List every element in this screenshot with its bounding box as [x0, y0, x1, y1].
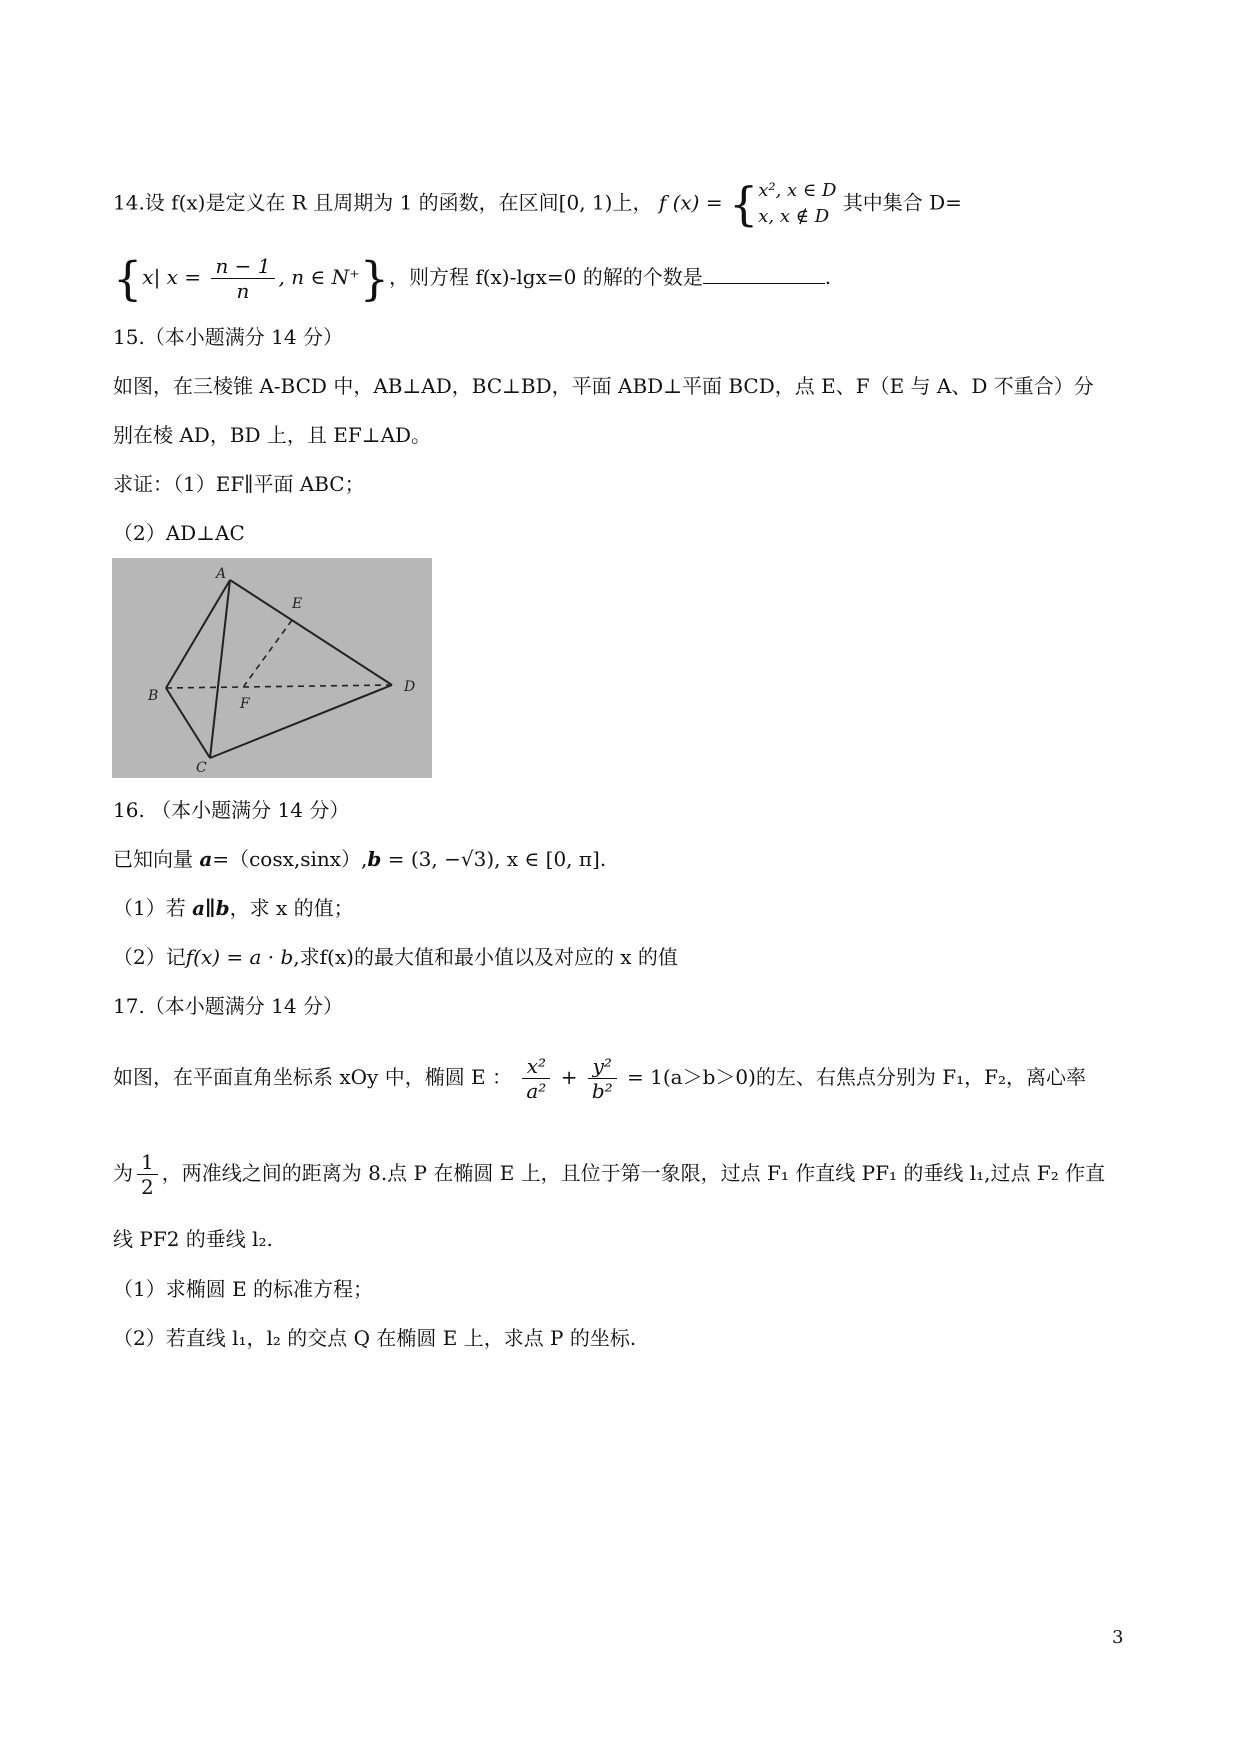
- q17-line1: [113, 1054, 1086, 1103]
- q14-text-c: 其中集合 D=: [842, 190, 962, 215]
- label-F: F: [240, 696, 250, 712]
- edge-CD: [210, 685, 392, 758]
- q17-half-den: 2: [141, 1175, 154, 1199]
- q14-interval: [0, 1): [558, 190, 613, 215]
- q14-f-lhs: f (x) =: [658, 190, 723, 215]
- q17-fraction-y: [588, 1054, 617, 1103]
- edge-BC: [166, 688, 210, 758]
- q15-line1: 如图，在三棱锥 A-BCD 中，AB⊥AD，BC⊥BD，平面 ABD⊥平面 BCD，点 E、F（E 与 A、D 不重合）分: [113, 374, 1094, 398]
- q14-text-a: 14.设 f(x)是定义在 R 且周期为 1 的函数，在区间: [113, 190, 559, 215]
- q15-line2: 别在棱 AD，BD 上，且 EF⊥AD。: [113, 423, 432, 447]
- edge-AC: [210, 580, 230, 758]
- q16-vector-a: a: [199, 847, 213, 871]
- q15-tetrahedron-figure: [112, 558, 432, 778]
- q16-p1-suffix: ，求 x 的值；: [229, 896, 354, 920]
- q14-cases-brace: {: [728, 177, 759, 231]
- q17-half-num: 1: [137, 1150, 158, 1175]
- q16-vector-b: b: [367, 847, 382, 871]
- label-E: E: [292, 596, 303, 612]
- q14-cases: [758, 178, 836, 230]
- q17-part1: （1）求椭圆 E 的标准方程；: [113, 1277, 374, 1301]
- q17-frac2-num: y²: [588, 1054, 617, 1079]
- q16-given-prefix: 已知向量: [113, 847, 200, 871]
- q17-header: 17.（本小题满分 14 分）: [113, 994, 343, 1018]
- q14-set-brace-left: {: [113, 251, 143, 306]
- label-D: D: [404, 679, 416, 695]
- q14-set-fraction: [211, 254, 274, 303]
- q17-frac1-num: x²: [522, 1054, 550, 1079]
- q17-l1-suffix: 的左、右焦点分别为 F₁，F₂，离心率: [755, 1065, 1087, 1089]
- q14-text-b: 上，: [612, 190, 653, 215]
- q14-answer-blank: [703, 263, 825, 284]
- q14-set-bar: |: [153, 265, 161, 289]
- q16-p2-suffix: ,求f(x)的最大值和最小值以及对应的 x 的值: [293, 945, 678, 969]
- q17-frac1-den: a²: [526, 1079, 547, 1103]
- q14-set-brace-right: }: [359, 251, 389, 306]
- q17-l1-prefix: 如图，在平面直角坐标系 xOy 中，椭圆 E ：: [113, 1065, 513, 1089]
- q15-figure-svg: [112, 558, 432, 778]
- q17-line2: [113, 1150, 1105, 1199]
- q16-p2-prefix: （2）记: [113, 945, 186, 969]
- q17-l2-prefix: 为: [113, 1161, 133, 1185]
- q14-line2: [113, 251, 832, 306]
- q16-p1-prefix: （1）若: [113, 896, 193, 920]
- q14-line1: [113, 178, 962, 230]
- edge-AD: [230, 580, 392, 685]
- q14-blank-end: .: [824, 265, 832, 289]
- q16-part1: [113, 894, 354, 922]
- q17-line3: 线 PF2 的垂线 l₂.: [113, 1227, 273, 1251]
- q15-proof1: 求证：（1）EF∥平面 ABC；: [113, 472, 365, 496]
- q14-case1: x², x ∈ D: [758, 180, 837, 201]
- q16-part2: [113, 943, 678, 971]
- q17-l1-eq: = 1(a＞b＞0): [627, 1065, 756, 1089]
- q14-set-num: n − 1: [211, 254, 274, 279]
- q14-set-eq: x =: [166, 265, 202, 289]
- q16-given-rest: =（cosx,sinx）,: [212, 847, 368, 871]
- label-C: C: [196, 760, 207, 776]
- q16-given-tail: = (3, −√3), x ∈ [0, π].: [381, 847, 607, 871]
- q15-header: 15.（本小题满分 14 分）: [113, 325, 343, 349]
- q17-plus: +: [560, 1065, 578, 1089]
- q17-fraction-x: [522, 1054, 550, 1103]
- q16-given: [113, 845, 606, 873]
- q14-text-d: ，则方程 f(x)-lgx=0 的解的个数是: [388, 265, 703, 289]
- q16-p1-expr: a∥b: [192, 896, 230, 920]
- page-number: 3: [1112, 1627, 1124, 1648]
- q16-header: 16. （本小题满分 14 分）: [113, 798, 350, 822]
- q17-part2: （2）若直线 l₁，l₂ 的交点 Q 在椭圆 E 上，求点 P 的坐标.: [113, 1326, 637, 1350]
- edge-BD-hidden: [166, 685, 392, 688]
- label-B: B: [148, 688, 159, 704]
- label-A: A: [216, 566, 227, 582]
- q14-case2: x, x ∉ D: [758, 206, 830, 227]
- q17-l2-text: ，两准线之间的距离为 8.点 P 在椭圆 E 上，且位于第一象限，过点 F₁ 作直线 PF₁ 的垂线 l₁,过点 F₂ 作直: [161, 1161, 1106, 1185]
- q17-frac2-den: b²: [591, 1079, 613, 1103]
- q14-set-cond: , n ∈ N⁺: [278, 265, 360, 289]
- segment-EF-hidden: [244, 620, 292, 686]
- q14-set-x: x: [142, 265, 154, 289]
- q15-proof2: （2）AD⊥AC: [113, 521, 245, 545]
- q16-p2-expr: f(x) = a · b: [185, 945, 294, 969]
- q14-set-den: n: [236, 279, 250, 303]
- q17-fraction-half: [137, 1150, 158, 1199]
